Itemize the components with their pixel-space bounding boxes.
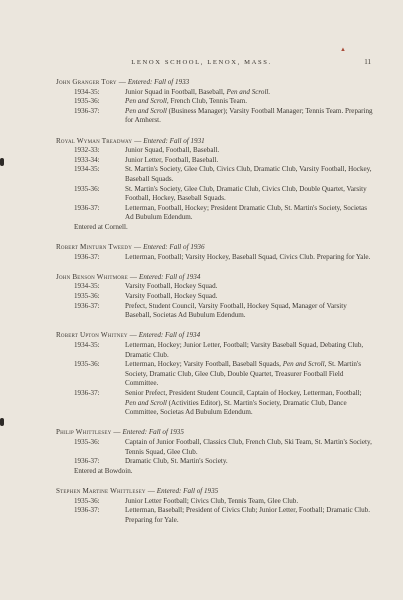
record-text: Senior Prefect, President Student Council, Captain of Hockey, Letterman, Football; <box>125 389 362 397</box>
record-text: Varsity Football, Hockey Squad. <box>125 282 218 291</box>
year-record <box>74 302 374 321</box>
year-record <box>74 506 374 525</box>
record-text: Varsity Football, Hockey Squad. <box>125 292 218 301</box>
separator-dash: — <box>147 486 155 495</box>
italic-title-text: Pen and Scroll. <box>226 87 271 96</box>
record-year: 1932-33: <box>74 146 100 155</box>
year-record <box>74 107 374 126</box>
student-name: John Benson Whitmore <box>56 272 128 281</box>
entered-date: Entered: Fall of 1934 <box>138 272 201 281</box>
record-text: Dramatic Club, St. Martin's Society. <box>125 457 228 466</box>
separator-dash: — <box>113 428 121 437</box>
record-year: 1936-37: <box>74 389 100 397</box>
year-record <box>74 292 374 302</box>
year-record <box>74 97 374 107</box>
margin-mark-icon: ▲ <box>340 47 346 53</box>
page-number: 11 <box>364 58 371 66</box>
student-name: Robert Upton Whitney <box>56 331 128 340</box>
student-name: Royal Wyman Treadway <box>56 136 133 145</box>
separator-dash: — <box>134 136 142 145</box>
entered-date: Entered: Fall of 1933 <box>127 78 190 86</box>
year-record <box>74 165 374 184</box>
record-year: 1936-37: <box>74 252 100 261</box>
year-record <box>74 282 374 292</box>
year-record <box>74 341 374 360</box>
student-entry <box>56 243 374 262</box>
record-year: 1936-37: <box>74 506 100 515</box>
record-text: Junior Squad in Football, Baseball, <box>125 87 227 96</box>
entered-date: Entered: Fall of 1934 <box>138 331 201 340</box>
record-year: 1936-37: <box>74 203 100 212</box>
record-text: Letterman, Baseball; President of Civics Club; Junior Letter, Football; Dramatic Club. Preparing for Yale. <box>125 506 370 524</box>
separator-dash: — <box>118 78 126 86</box>
italic-title-text: Pen and Scroll <box>125 398 167 407</box>
record-text: (Activities Editor), St. Martin's Society, Dramatic Club, Dance Committee, Societas Ad Bubulum Edendum. <box>125 398 347 417</box>
entry-note: Entered at Cornell. <box>74 222 128 231</box>
year-record <box>74 156 374 166</box>
student-name: John Granger Tory <box>56 78 117 86</box>
record-text: Captain of Junior Football, Classics Club, French Club, Ski Team, St. Martin's Society, Tennis Squad, Glee Club. <box>125 437 372 456</box>
student-name: Philip Whittlesey <box>56 428 112 437</box>
record-text: Letterman, Hockey; Junior Letter, Football; Varsity Baseball Squad, Debating Club, Dramatic Club. <box>125 341 364 359</box>
entered-date: Entered: Fall of 1935 <box>122 428 184 437</box>
record-text: Letterman, Football, Hockey; President Dramatic Club, St. Martin's Society, Societas Ad Bubulum Edendum. <box>125 203 367 222</box>
entry-heading <box>56 428 374 438</box>
record-year: 1935-36: <box>74 496 100 505</box>
binding-hole-mark <box>0 418 4 426</box>
year-record <box>74 88 374 98</box>
separator-dash: — <box>129 272 137 281</box>
record-text: Junior Squad, Football, Baseball. <box>125 146 220 155</box>
student-entry <box>56 428 374 476</box>
entered-date: Entered: Fall of 1936 <box>143 243 205 252</box>
record-year: 1934-35: <box>74 87 100 96</box>
entered-date: Entered: Fall of 1935 <box>156 486 219 495</box>
student-name: Stephen Martine Whittlesey <box>56 486 146 495</box>
entry-heading <box>56 243 374 253</box>
entered-date: Entered: Fall of 1931 <box>143 136 205 145</box>
record-year: 1933-34: <box>74 155 100 164</box>
header-title: LENOX SCHOOL, LENOX, MASS. <box>131 59 272 66</box>
record-year: 1934-35: <box>74 341 100 350</box>
record-year: 1935-36: <box>74 97 100 106</box>
record-text: Junior Letter, Football, Baseball. <box>125 155 219 164</box>
year-record <box>74 360 374 389</box>
separator-dash: — <box>134 243 142 252</box>
record-text: Junior Letter Football; Civics Club, Tennis Team, Glee Club. <box>125 496 299 505</box>
record-year: 1935-36: <box>74 292 100 301</box>
entries-list <box>56 78 374 536</box>
record-year: 1934-35: <box>74 165 100 174</box>
student-entry <box>56 487 374 525</box>
year-record <box>74 438 374 457</box>
record-text: Prefect, Student Council, Varsity Football, Hockey Squad, Manager of Varsity Baseball, Societas Ad Bubulum Edendum. <box>125 301 347 320</box>
entry-heading <box>56 487 374 497</box>
separator-dash: — <box>129 331 137 340</box>
record-text: , St. Martin's Society, Dramatic Club, Glee Club, Double Quartet, Treasurer Football Field Committee. <box>125 360 361 388</box>
record-year: 1934-35: <box>74 282 100 291</box>
italic-title-text: Pen and Scroll <box>125 106 167 115</box>
italic-title-text: Pen and Scroll <box>125 97 167 106</box>
record-year: 1935-36: <box>74 437 100 446</box>
entry-heading <box>56 331 374 341</box>
student-entry <box>56 273 374 321</box>
year-record <box>74 185 374 204</box>
entry-note: Entered at Bowdoin. <box>74 466 133 475</box>
year-record <box>74 457 374 467</box>
student-entry <box>56 78 374 126</box>
record-text: Letterman, Football; Varsity Hockey, Baseball Squad, Civics Club. Preparing for Yale. <box>125 252 371 261</box>
year-record <box>74 146 374 156</box>
year-record <box>74 253 374 263</box>
year-record <box>74 204 374 223</box>
student-entry <box>56 331 374 417</box>
record-year: 1936-37: <box>74 301 100 310</box>
student-entry <box>56 137 374 233</box>
record-text: St. Martin's Society, Glee Club, Dramatic Club, Civics Club, Double Quartet, Varsity Football, Hockey, Baseball Squads. <box>125 184 367 203</box>
record-year: 1935-36: <box>74 360 100 369</box>
year-record <box>74 497 374 507</box>
record-text: (Business Manager); Varsity Football Manager; Tennis Team. Preparing for Amherst. <box>125 106 373 125</box>
entry-heading <box>56 78 374 88</box>
italic-title-text: Pen and Scroll <box>282 360 325 369</box>
record-text: St. Martin's Society, Glee Club, Civics Club, Dramatic Club, Varsity Football, Hockey, Baseball Squads. <box>125 165 372 183</box>
entry-heading <box>56 273 374 283</box>
record-text: Letterman, Hockey; Varsity Football, Baseball Squads, <box>125 360 283 369</box>
record-year: 1935-36: <box>74 184 100 193</box>
running-header <box>0 58 403 70</box>
student-name: Robert Minturn Tweedy <box>56 243 133 252</box>
record-year: 1936-37: <box>74 106 100 115</box>
record-text: , French Club, Tennis Team. <box>166 97 248 106</box>
entry-heading <box>56 137 374 147</box>
year-record <box>74 389 374 418</box>
binding-hole-mark <box>0 158 4 166</box>
record-year: 1936-37: <box>74 457 100 466</box>
